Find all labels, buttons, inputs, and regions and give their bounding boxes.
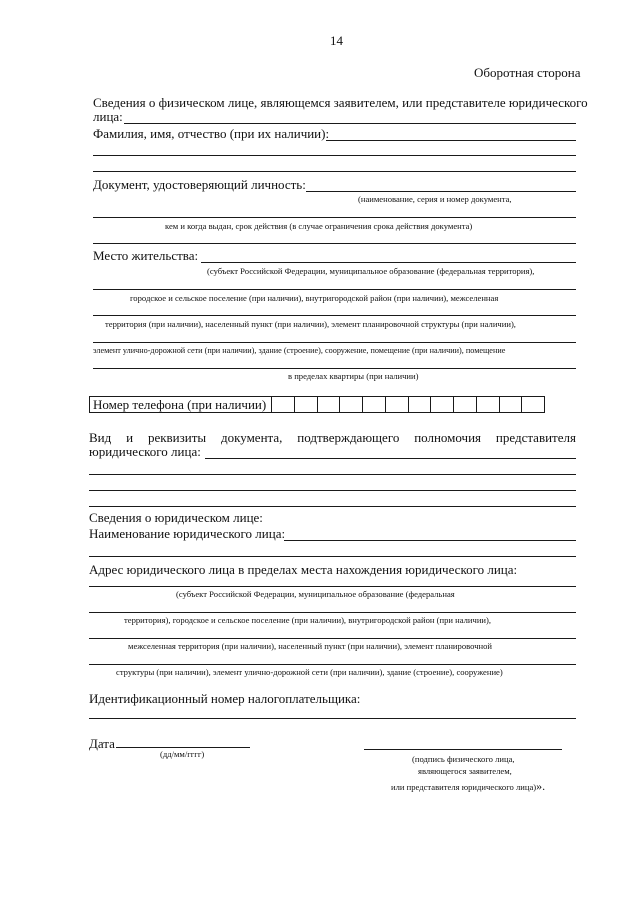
phone-digit-cell[interactable] xyxy=(431,397,454,412)
phone-number-box xyxy=(89,396,545,413)
phone-digit-cell[interactable] xyxy=(295,397,318,412)
signature-hint-3-text: или представителя юридического лица) xyxy=(391,782,537,792)
legal-address-hint-3: межселенная территория (при наличии), населенный пункт (при наличии), элемент планировочной xyxy=(128,641,493,651)
authority-field-line-3[interactable] xyxy=(89,490,576,491)
legal-address-hint-1: (субъект Российской Федерации, муниципальное образование (федеральная xyxy=(176,589,455,599)
fio-field-line[interactable] xyxy=(326,140,576,141)
phone-digit-cell[interactable] xyxy=(500,397,523,412)
id-document-hint: (наименование, серия и номер документа, xyxy=(358,194,512,204)
authority-word: полномочия xyxy=(414,430,482,445)
phone-digit-cell[interactable] xyxy=(454,397,477,412)
authority-word: документа, xyxy=(221,430,283,445)
date-field-line[interactable] xyxy=(116,747,250,748)
residence-field-line-3[interactable] xyxy=(93,315,576,316)
closing-quote: ». xyxy=(536,779,546,793)
phone-digit-cell[interactable] xyxy=(272,397,295,412)
side-label: Оборотная сторона xyxy=(474,65,581,80)
signature-hint-2: являющегося заявителем, xyxy=(418,766,512,776)
fio-label: Фамилия, имя, отчество (при их наличии): xyxy=(93,126,330,141)
legal-address-hint-2: территория), городское и сельское поселение (при наличии), внутригородской район (при наличии), xyxy=(124,615,492,625)
residence-field-line-5[interactable] xyxy=(93,368,576,369)
authority-word: представителя xyxy=(495,430,576,445)
authority-field-line-4[interactable] xyxy=(89,506,576,507)
id-document-label: Документ, удостоверяющий личность: xyxy=(93,177,306,192)
fio-field-line-3[interactable] xyxy=(93,171,576,172)
page-number: 14 xyxy=(330,33,343,48)
residence-field-line-4[interactable] xyxy=(93,342,576,343)
legal-address-hint-4: структуры (при наличии), элемент улично-дорожной сети (при наличии), здание (строение), сооружение) xyxy=(116,667,503,677)
residence-label: Место жительства: xyxy=(93,248,199,263)
legal-address-field-line-2[interactable] xyxy=(89,612,576,613)
residence-hint-4: элемент улично-дорожной сети (при наличии), здание (строение), сооружение, помещение (при наличии), помещение xyxy=(93,346,506,355)
phone-number-label: Номер телефона (при наличии) xyxy=(90,397,272,412)
authority-document-heading-cont: юридического лица: xyxy=(89,444,201,459)
inn-label: Идентификационный номер налогоплательщика: xyxy=(89,691,361,706)
inn-field-line[interactable] xyxy=(89,718,576,719)
applicant-heading: Сведения о физическом лице, являющемся заявителем, или представителе юридического xyxy=(93,95,588,110)
id-document-field-line-2[interactable] xyxy=(93,217,576,218)
residence-hint-3: территория (при наличии), населенный пункт (при наличии), элемент планировочной структуры (при наличии), xyxy=(105,319,516,329)
legal-entity-name-field-line-2[interactable] xyxy=(89,556,576,557)
phone-digit-cell[interactable] xyxy=(386,397,409,412)
residence-hint-1: (субъект Российской Федерации, муниципальное образование (федеральная территория), xyxy=(207,266,535,276)
legal-address-field-line[interactable] xyxy=(89,586,576,587)
phone-digit-cell[interactable] xyxy=(477,397,500,412)
signature-hint-1: (подпись физического лица, xyxy=(412,754,515,764)
applicant-field-line[interactable] xyxy=(124,123,576,124)
authority-word: реквизиты xyxy=(147,430,207,445)
date-format-hint: (дд/мм/гггг) xyxy=(160,749,205,759)
legal-entity-heading: Сведения о юридическом лице: xyxy=(89,510,263,525)
authority-word: и xyxy=(126,430,134,445)
legal-address-field-line-3[interactable] xyxy=(89,638,576,639)
authority-word: подтверждающего xyxy=(297,430,400,445)
applicant-heading-cont: лица: xyxy=(93,109,123,124)
residence-field-line-2[interactable] xyxy=(93,289,576,290)
residence-hint-5: в пределах квартиры (при наличии) xyxy=(288,371,419,381)
residence-field-line[interactable] xyxy=(201,262,576,263)
authority-word: Вид xyxy=(89,430,112,445)
residence-hint-2: городское и сельское поселение (при наличии), внутригородской район (при наличии), межселенная xyxy=(130,293,499,303)
date-label: Дата xyxy=(89,736,115,751)
phone-digit-cell[interactable] xyxy=(409,397,432,412)
phone-digit-cell[interactable] xyxy=(522,397,544,412)
phone-number-cells xyxy=(272,397,544,412)
id-document-field-line[interactable] xyxy=(306,191,576,192)
signature-hint-3 xyxy=(391,779,545,794)
authority-field-line-2[interactable] xyxy=(89,474,576,475)
phone-digit-cell[interactable] xyxy=(318,397,341,412)
legal-entity-name-field-line[interactable] xyxy=(284,540,576,541)
authority-field-line[interactable] xyxy=(205,458,576,459)
fio-field-line-2[interactable] xyxy=(93,155,576,156)
signature-field-line[interactable] xyxy=(364,749,562,750)
legal-address-field-line-4[interactable] xyxy=(89,664,576,665)
phone-digit-cell[interactable] xyxy=(340,397,363,412)
legal-address-label: Адрес юридического лица в пределах места нахождения юридического лица: xyxy=(89,562,518,577)
phone-digit-cell[interactable] xyxy=(363,397,386,412)
id-document-hint-2: кем и когда выдан, срок действия (в случае ограничения срока действия документа) xyxy=(165,221,473,231)
legal-entity-name-label: Наименование юридического лица: xyxy=(89,526,286,541)
id-document-field-line-3[interactable] xyxy=(93,243,576,244)
